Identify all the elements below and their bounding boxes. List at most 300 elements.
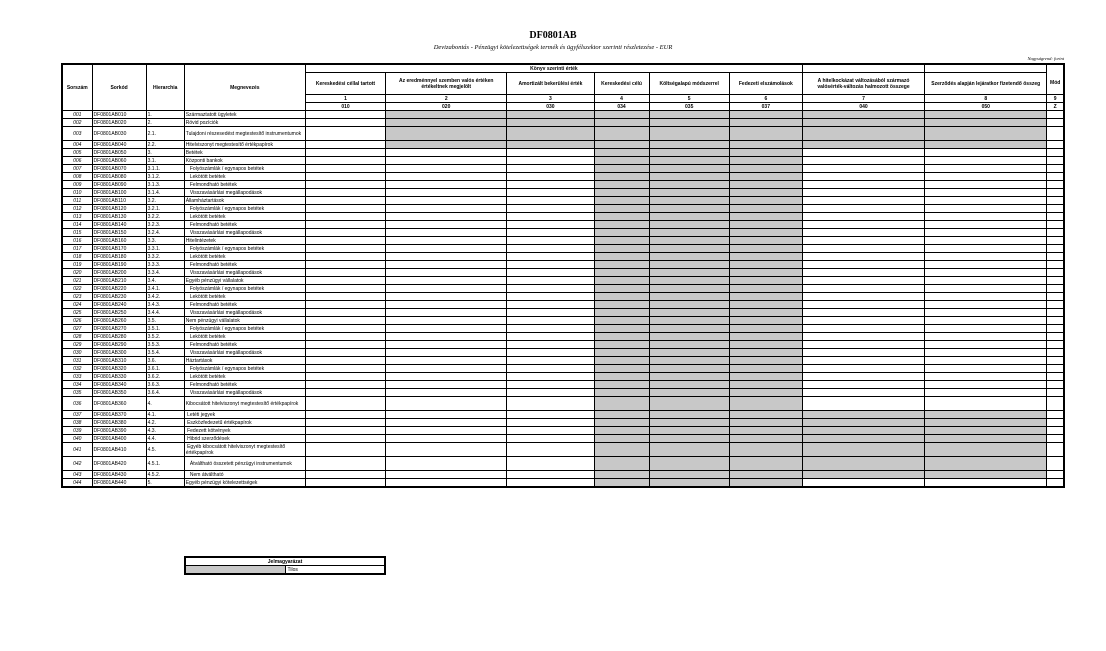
data-cell[interactable] — [507, 277, 594, 285]
data-cell[interactable] — [386, 301, 507, 309]
data-cell[interactable] — [305, 141, 385, 149]
table-row — [62, 261, 1064, 269]
table-row — [62, 173, 1064, 181]
data-cell[interactable] — [507, 237, 594, 245]
data-cell — [802, 111, 924, 119]
row-hierarchia: 4.5.2. — [146, 471, 184, 479]
data-cell[interactable] — [305, 479, 385, 488]
col-header: Kereskedési céllal tartott — [305, 73, 385, 95]
data-cell[interactable] — [925, 253, 1047, 261]
data-cell — [1047, 157, 1064, 165]
col-header: Szerződés alapján lejáratkor fizetendő összeg — [925, 73, 1047, 95]
data-cell[interactable] — [305, 471, 385, 479]
data-cell[interactable] — [507, 471, 594, 479]
row-sorszam: 044 — [62, 479, 92, 488]
col-code: 030 — [507, 103, 594, 111]
data-cell — [925, 411, 1047, 419]
row-megnevezes: Egyéb pénzügyi kötelezettségek — [184, 479, 305, 488]
data-cell[interactable] — [925, 293, 1047, 301]
data-cell[interactable] — [802, 349, 924, 357]
col-number: 7 — [802, 95, 924, 103]
row-megnevezes: Felmondható betétek — [184, 381, 305, 389]
row-megnevezes: Folyószámlák / egynapos betétek — [184, 325, 305, 333]
table-row — [62, 341, 1064, 349]
data-cell[interactable] — [507, 357, 594, 365]
table-row — [62, 165, 1064, 173]
col-header: Fedezeti elszámolások — [729, 73, 802, 95]
data-cell — [925, 443, 1047, 457]
table-row — [62, 419, 1064, 427]
col-code: Z — [1047, 103, 1064, 111]
data-cell[interactable] — [802, 301, 924, 309]
data-cell — [729, 427, 802, 435]
data-cell[interactable] — [925, 341, 1047, 349]
data-cell — [802, 457, 924, 471]
data-cell — [594, 457, 649, 471]
data-cell[interactable] — [305, 397, 385, 411]
data-cell[interactable] — [386, 427, 507, 435]
data-cell[interactable] — [386, 357, 507, 365]
data-cell[interactable] — [925, 229, 1047, 237]
data-cell[interactable] — [305, 173, 385, 181]
data-cell[interactable] — [925, 357, 1047, 365]
data-cell[interactable] — [507, 293, 594, 301]
data-cell — [594, 269, 649, 277]
row-megnevezes: Visszavásárlási megállapodások — [184, 189, 305, 197]
row-megnevezes: Egyéb kibocsátott hitelviszonyt megtestesítő értékpapírok — [184, 443, 305, 457]
data-cell[interactable] — [802, 181, 924, 189]
data-cell — [594, 149, 649, 157]
data-cell[interactable] — [802, 157, 924, 165]
data-cell[interactable] — [386, 149, 507, 157]
data-cell[interactable] — [802, 149, 924, 157]
row-sorkod: DF0801AB400 — [92, 435, 146, 443]
data-cell[interactable] — [386, 157, 507, 165]
data-cell — [594, 365, 649, 373]
data-cell — [594, 285, 649, 293]
data-cell[interactable] — [305, 157, 385, 165]
data-cell[interactable] — [925, 221, 1047, 229]
data-cell[interactable] — [802, 381, 924, 389]
data-cell[interactable] — [925, 165, 1047, 173]
data-cell[interactable] — [507, 301, 594, 309]
data-cell[interactable] — [802, 197, 924, 205]
data-cell[interactable] — [925, 333, 1047, 341]
data-cell[interactable] — [925, 149, 1047, 157]
data-cell[interactable] — [507, 365, 594, 373]
data-cell — [729, 173, 802, 181]
row-megnevezes: Nem átváltható — [184, 471, 305, 479]
data-cell[interactable] — [305, 119, 385, 127]
data-cell[interactable] — [386, 373, 507, 381]
row-hierarchia: 3.1. — [146, 157, 184, 165]
page-subtitle: Devizabontás - Pénzügyi kötelezettségek termék és ügyfélszektor szerinti részletezése - EUR — [433, 44, 673, 51]
data-cell — [594, 301, 649, 309]
data-cell[interactable] — [386, 189, 507, 197]
data-cell[interactable] — [305, 443, 385, 457]
data-table — [61, 63, 1065, 488]
data-cell[interactable] — [507, 341, 594, 349]
data-cell — [729, 165, 802, 173]
data-cell — [1047, 443, 1064, 457]
data-cell[interactable] — [802, 341, 924, 349]
data-cell[interactable] — [802, 261, 924, 269]
data-cell[interactable] — [305, 381, 385, 389]
data-cell — [802, 427, 924, 435]
table-row — [62, 229, 1064, 237]
data-cell[interactable] — [507, 419, 594, 427]
data-cell[interactable] — [386, 277, 507, 285]
data-cell[interactable] — [305, 457, 385, 471]
data-cell[interactable] — [507, 173, 594, 181]
data-cell[interactable] — [386, 389, 507, 397]
data-cell[interactable] — [802, 317, 924, 325]
row-hierarchia: 3.6.3. — [146, 381, 184, 389]
data-cell — [729, 389, 802, 397]
data-cell[interactable] — [925, 205, 1047, 213]
data-cell[interactable] — [802, 293, 924, 301]
data-cell[interactable] — [925, 479, 1047, 488]
data-cell[interactable] — [507, 479, 594, 488]
data-cell[interactable] — [305, 373, 385, 381]
data-cell[interactable] — [305, 229, 385, 237]
data-cell[interactable] — [305, 411, 385, 419]
data-cell[interactable] — [507, 165, 594, 173]
row-sorszam: 015 — [62, 229, 92, 237]
table-row — [62, 285, 1064, 293]
data-cell — [594, 325, 649, 333]
row-sorkod: DF0801AB200 — [92, 269, 146, 277]
data-cell[interactable] — [386, 419, 507, 427]
data-cell[interactable] — [925, 237, 1047, 245]
row-hierarchia: 4.1. — [146, 411, 184, 419]
data-cell — [1047, 325, 1064, 333]
data-cell[interactable] — [305, 205, 385, 213]
data-cell[interactable] — [386, 349, 507, 357]
data-cell[interactable] — [507, 349, 594, 357]
data-cell — [507, 141, 594, 149]
data-cell[interactable] — [802, 309, 924, 317]
data-cell[interactable] — [386, 333, 507, 341]
data-cell[interactable] — [802, 221, 924, 229]
data-cell — [594, 435, 649, 443]
data-cell[interactable] — [507, 457, 594, 471]
table-body — [62, 111, 1064, 488]
data-cell[interactable] — [925, 189, 1047, 197]
data-cell[interactable] — [507, 397, 594, 411]
data-cell[interactable] — [386, 173, 507, 181]
data-cell[interactable] — [802, 373, 924, 381]
data-cell — [729, 349, 802, 357]
table-row — [62, 457, 1064, 471]
data-cell[interactable] — [925, 365, 1047, 373]
data-cell[interactable] — [507, 157, 594, 165]
data-cell[interactable] — [386, 181, 507, 189]
row-hierarchia: 3.5.3. — [146, 341, 184, 349]
data-cell[interactable] — [305, 365, 385, 373]
data-cell[interactable] — [305, 317, 385, 325]
row-hierarchia: 3.2. — [146, 197, 184, 205]
data-cell[interactable] — [925, 309, 1047, 317]
data-cell[interactable] — [507, 325, 594, 333]
data-cell[interactable] — [305, 277, 385, 285]
row-sorszam: 030 — [62, 349, 92, 357]
data-cell[interactable] — [925, 197, 1047, 205]
table-row — [62, 389, 1064, 397]
data-cell — [1047, 237, 1064, 245]
data-cell[interactable] — [925, 373, 1047, 381]
data-cell[interactable] — [305, 149, 385, 157]
row-sorszam: 018 — [62, 253, 92, 261]
data-cell[interactable] — [802, 333, 924, 341]
data-cell[interactable] — [507, 333, 594, 341]
row-sorszam: 010 — [62, 189, 92, 197]
data-cell[interactable] — [305, 245, 385, 253]
data-cell[interactable] — [802, 237, 924, 245]
data-cell[interactable] — [925, 301, 1047, 309]
data-cell[interactable] — [925, 277, 1047, 285]
data-cell — [802, 119, 924, 127]
row-sorkod: DF0801AB140 — [92, 221, 146, 229]
data-cell[interactable] — [925, 397, 1047, 411]
data-cell[interactable] — [802, 285, 924, 293]
data-cell[interactable] — [925, 269, 1047, 277]
row-megnevezes: Felmondható betétek — [184, 341, 305, 349]
data-cell[interactable] — [507, 443, 594, 457]
data-cell[interactable] — [507, 269, 594, 277]
data-cell — [649, 277, 729, 285]
row-megnevezes: Átváltható összetett pénzügyi instrumentumok — [184, 457, 305, 471]
row-hierarchia: 3.2.2. — [146, 213, 184, 221]
data-cell[interactable] — [305, 427, 385, 435]
row-sorkod: DF0801AB180 — [92, 253, 146, 261]
row-sorkod: DF0801AB120 — [92, 205, 146, 213]
data-cell — [649, 127, 729, 141]
row-sorszam: 033 — [62, 373, 92, 381]
data-cell[interactable] — [305, 221, 385, 229]
data-cell — [729, 443, 802, 457]
row-sorszam: 019 — [62, 261, 92, 269]
data-cell[interactable] — [305, 111, 385, 119]
data-cell[interactable] — [386, 229, 507, 237]
data-cell[interactable] — [305, 213, 385, 221]
row-sorkod: DF0801AB050 — [92, 149, 146, 157]
data-cell[interactable] — [386, 457, 507, 471]
data-cell — [729, 397, 802, 411]
data-cell — [925, 119, 1047, 127]
data-cell[interactable] — [507, 197, 594, 205]
data-cell — [1047, 221, 1064, 229]
row-sorszam: 031 — [62, 357, 92, 365]
data-cell[interactable] — [802, 325, 924, 333]
data-cell[interactable] — [507, 181, 594, 189]
row-hierarchia: 3.2.1. — [146, 205, 184, 213]
data-cell[interactable] — [925, 285, 1047, 293]
row-sorszam: 043 — [62, 471, 92, 479]
data-cell[interactable] — [507, 189, 594, 197]
data-cell — [594, 157, 649, 165]
data-cell[interactable] — [386, 397, 507, 411]
data-cell[interactable] — [386, 381, 507, 389]
data-cell[interactable] — [305, 269, 385, 277]
data-cell[interactable] — [386, 285, 507, 293]
data-cell[interactable] — [386, 293, 507, 301]
row-megnevezes: Háztartások — [184, 357, 305, 365]
data-cell[interactable] — [386, 213, 507, 221]
data-cell[interactable] — [305, 389, 385, 397]
data-cell[interactable] — [305, 293, 385, 301]
data-cell[interactable] — [305, 165, 385, 173]
row-megnevezes: Lekötött betétek — [184, 213, 305, 221]
data-cell[interactable] — [507, 389, 594, 397]
data-cell[interactable] — [925, 325, 1047, 333]
data-cell[interactable] — [305, 419, 385, 427]
data-cell[interactable] — [802, 245, 924, 253]
data-cell[interactable] — [386, 269, 507, 277]
data-cell[interactable] — [386, 165, 507, 173]
data-cell[interactable] — [507, 149, 594, 157]
row-hierarchia: 3.1.4. — [146, 189, 184, 197]
data-cell[interactable] — [305, 435, 385, 443]
data-cell[interactable] — [925, 349, 1047, 357]
data-cell[interactable] — [386, 365, 507, 373]
data-cell[interactable] — [386, 411, 507, 419]
data-cell[interactable] — [507, 285, 594, 293]
data-cell[interactable] — [802, 189, 924, 197]
data-cell[interactable] — [305, 127, 385, 141]
data-cell[interactable] — [305, 237, 385, 245]
data-cell[interactable] — [507, 245, 594, 253]
data-cell — [729, 479, 802, 488]
data-cell[interactable] — [305, 357, 385, 365]
data-cell[interactable] — [802, 269, 924, 277]
data-cell[interactable] — [507, 253, 594, 261]
data-cell[interactable] — [386, 237, 507, 245]
data-cell[interactable] — [507, 411, 594, 419]
col-number: 2 — [386, 95, 507, 103]
data-cell[interactable] — [507, 381, 594, 389]
data-cell[interactable] — [386, 443, 507, 457]
data-cell[interactable] — [802, 479, 924, 488]
data-cell[interactable] — [802, 397, 924, 411]
data-cell[interactable] — [386, 261, 507, 269]
data-cell[interactable] — [802, 389, 924, 397]
data-cell — [1047, 277, 1064, 285]
data-cell[interactable] — [507, 261, 594, 269]
data-cell[interactable] — [386, 221, 507, 229]
row-sorszam: 024 — [62, 301, 92, 309]
data-cell — [594, 229, 649, 237]
data-cell[interactable] — [925, 157, 1047, 165]
data-cell[interactable] — [507, 373, 594, 381]
data-cell[interactable] — [507, 221, 594, 229]
data-cell — [649, 443, 729, 457]
data-cell — [1047, 349, 1064, 357]
data-cell[interactable] — [925, 389, 1047, 397]
data-cell[interactable] — [386, 253, 507, 261]
data-cell[interactable] — [507, 205, 594, 213]
row-megnevezes: Lekötött betétek — [184, 173, 305, 181]
row-sorszam: 022 — [62, 285, 92, 293]
data-cell[interactable] — [305, 189, 385, 197]
data-cell[interactable] — [305, 349, 385, 357]
data-cell[interactable] — [386, 471, 507, 479]
data-cell — [1047, 253, 1064, 261]
data-cell[interactable] — [305, 197, 385, 205]
data-cell[interactable] — [386, 317, 507, 325]
data-cell[interactable] — [305, 309, 385, 317]
data-cell[interactable] — [386, 205, 507, 213]
row-hierarchia: 2.1. — [146, 127, 184, 141]
data-cell[interactable] — [925, 173, 1047, 181]
data-cell[interactable] — [305, 285, 385, 293]
data-cell — [386, 127, 507, 141]
data-cell[interactable] — [925, 245, 1047, 253]
data-cell[interactable] — [802, 365, 924, 373]
data-cell[interactable] — [802, 173, 924, 181]
data-cell[interactable] — [386, 197, 507, 205]
data-cell[interactable] — [925, 261, 1047, 269]
data-cell[interactable] — [386, 245, 507, 253]
data-cell — [1047, 245, 1064, 253]
data-cell — [386, 111, 507, 119]
data-cell[interactable] — [802, 253, 924, 261]
data-cell[interactable] — [305, 261, 385, 269]
data-cell — [649, 479, 729, 488]
data-cell[interactable] — [507, 229, 594, 237]
data-cell — [802, 411, 924, 419]
data-cell — [649, 173, 729, 181]
data-cell[interactable] — [507, 427, 594, 435]
data-cell — [1047, 435, 1064, 443]
row-hierarchia: 3.3.1. — [146, 245, 184, 253]
data-cell — [729, 457, 802, 471]
data-cell[interactable] — [802, 277, 924, 285]
data-cell — [649, 221, 729, 229]
row-megnevezes: Származtatott ügyletek — [184, 111, 305, 119]
data-cell[interactable] — [802, 165, 924, 173]
data-cell[interactable] — [507, 435, 594, 443]
data-cell[interactable] — [802, 205, 924, 213]
data-cell[interactable] — [305, 181, 385, 189]
data-cell[interactable] — [305, 341, 385, 349]
data-cell[interactable] — [507, 317, 594, 325]
row-sorszam: 014 — [62, 221, 92, 229]
data-cell[interactable] — [925, 213, 1047, 221]
data-cell — [1047, 213, 1064, 221]
row-megnevezes: Lekötött betétek — [184, 333, 305, 341]
row-sorszam: 038 — [62, 419, 92, 427]
data-cell[interactable] — [305, 325, 385, 333]
col-header: A hitelkockázat változásából származó valósérték-változás halmozott összege — [802, 73, 924, 95]
data-cell[interactable] — [507, 309, 594, 317]
data-cell[interactable] — [925, 381, 1047, 389]
data-cell[interactable] — [386, 479, 507, 488]
data-cell[interactable] — [802, 229, 924, 237]
data-cell[interactable] — [305, 253, 385, 261]
data-cell[interactable] — [386, 435, 507, 443]
data-cell[interactable] — [925, 181, 1047, 189]
data-cell[interactable] — [925, 317, 1047, 325]
data-cell[interactable] — [305, 333, 385, 341]
data-cell[interactable] — [386, 309, 507, 317]
data-cell[interactable] — [507, 213, 594, 221]
data-cell[interactable] — [802, 357, 924, 365]
data-cell[interactable] — [305, 301, 385, 309]
data-cell[interactable] — [802, 213, 924, 221]
data-cell[interactable] — [386, 325, 507, 333]
data-cell[interactable] — [386, 341, 507, 349]
